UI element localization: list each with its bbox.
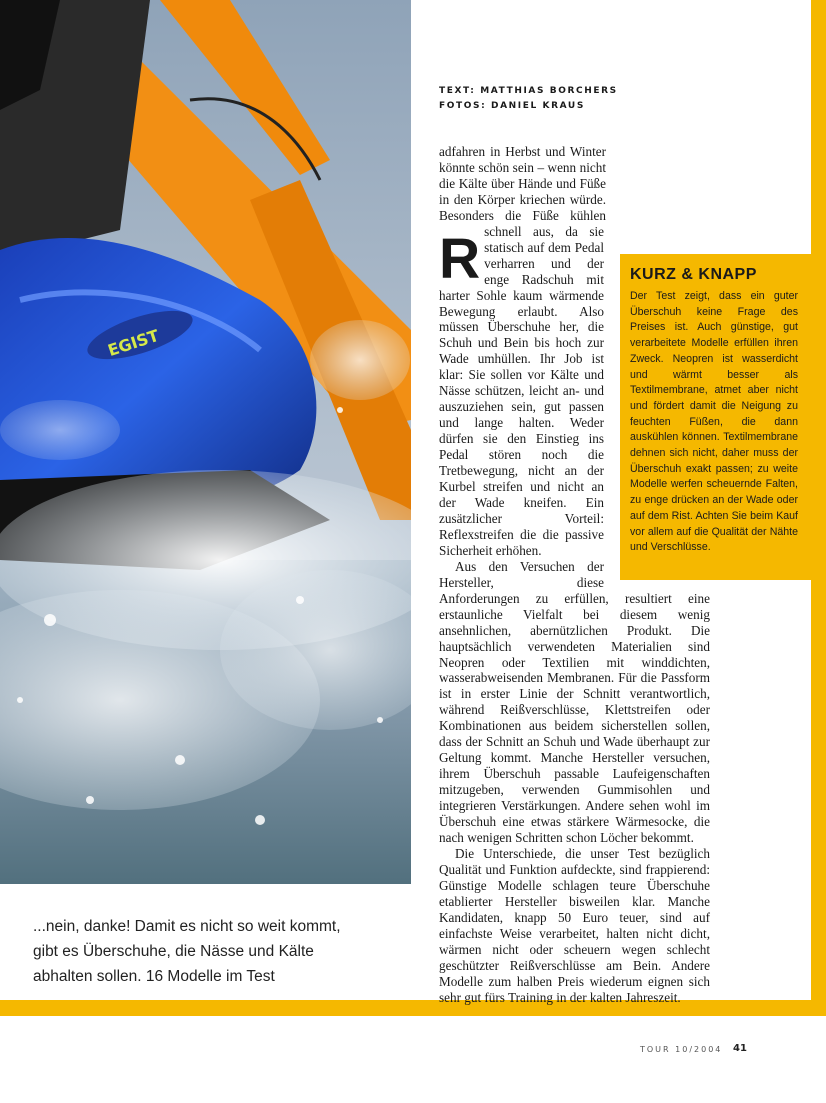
credits — [439, 84, 699, 114]
photo-credit: FOTOS: DANIEL KRAUS — [439, 101, 585, 111]
magazine-issue: TOUR 10/2004 — [640, 1045, 723, 1054]
summary-title: KURZ & KNAPP — [630, 266, 757, 283]
author-credit: TEXT: MATTHIAS BORCHERS — [439, 86, 618, 96]
drop-cap: R — [439, 227, 481, 291]
spacer-top — [606, 144, 710, 233]
paragraph-text: adfahren in Herbst und Winter könnte schön sein – wenn nicht die Kälte über Hände und Füße in den Körper kriechen würde. Besonders die Füße kühlen schnell aus, da sie statisch auf dem Pedal verharren und der enge Radschuh mit harter Sohle kaum wärmende Bewegung erlaubt. Also müssen Überschuhe her, die Schuh und Bein bis hoch zur Wade umhüllen. Ihr Job ist klar: Sie sollen vor Kälte und Nässe schützen, leicht an- und auszuziehen sein, gut passen und lange halten. Weder dürfen sie den Einstieg ins Pedal stören noch die Tretbewegung, nicht an der Kurbel streifen und nicht an der Wade kneifen. Ein zusätzlicher Vorteil: Reflexstreifen die die passive Sicherheit erhöhen. — [439, 144, 606, 558]
summary-text: Der Test zeigt, dass ein guter Überschuh keine Frage des Preises ist. Auch günstige, gut verarbeitete Modelle erfüllen ihren Zweck. Neopren ist wasserdicht und wärmt besser als Textilmembrane, atmet aber nicht und fördert damit die Neigung zu feuchten Füßen, die dann auskühlen können. Textilmembrane dehnen sich nicht, daher muss der Überschuh exakt passen; zu weite Modelle werfen scheuernde Falten, zu enge drücken an der Wade oder auf dem Rist. Achten Sie beim Kauf vor allem auf die Qualität der Nähte und Verschlüsse. — [630, 290, 798, 554]
article-paragraph: Die Unterschiede, die unser Test bezüglich Qualität und Funktion aufdeckte, sind frappierend: Günstige Modelle schlagen teure Überschuhe etablierter Hersteller bisweilen klar. Manche Kandidaten, knapp 50 Euro teuer, sind auf einfachste Weise verarbeitet, halten nicht dicht, wärmen nicht oder scheuern wegen schlecht geschützter Reißverschlüsse am Bein. Andere Modelle zum halben Preis wiederum eignen sich sehr gut fürs Training in der kalten Jahreszeit. — [439, 845, 710, 1005]
cover-photo — [0, 0, 411, 884]
summary-box — [620, 254, 811, 580]
page-number: 41 — [733, 1043, 747, 1054]
overshoe-brand-label: EGIST — [105, 325, 162, 361]
overshoe-splash-illustration — [0, 0, 411, 884]
photo-caption: ...nein, danke! Damit es nicht so weit kommt, gibt es Überschuhe, die Nässe und Kälte abhalten sollen. 16 Modelle im Test — [33, 918, 341, 985]
article-paragraph: Aus den Versuchen der Hersteller, diese Anforderungen zu erfüllen, resultiert eine erstaunliche Vielfalt bei diesem wenig ansehnlichen, abernützlichen Produkt. Die hauptsächlich verwendeten Materialien sind Neopren oder Textilien mit winddichten, wasserabweisenden Membranen. Für die Passform ist in erster Linie der Schnitt verantwortlich, während Reißverschlüsse, Klettstreifen oder Kombinationen aus beidem sicherstellen sollen, dass der Schnitt an Schuh und Wade überhaupt zur Geltung kommt. Manche Hersteller versuchen, ihrem Überschuh passable Laufeigenschaften mitzugeben, verwenden Gummisohlen und integrieren Verstärkungen. Andere sehen wohl im Überschuh eine etwas stärkere Wärmesocke, die nach wenigen Schritten schon Löcher bekommt. — [439, 558, 710, 845]
accent-bar-right — [811, 0, 826, 1016]
